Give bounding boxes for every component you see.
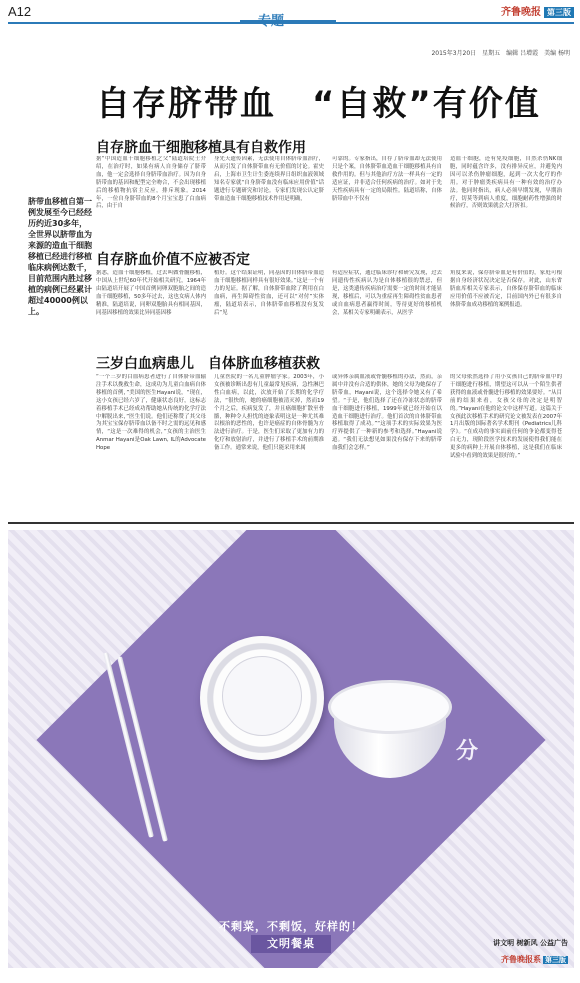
dateline: 2015年3月20日 星期五 编辑 吕增霞 美编 杨明 [431,50,570,57]
article-column: 据悉，造血干细胞移植，过去叫做骨髓移植，中国从上世纪60年代开始相关研究，1964年由陆道培开展了中国首例同卵双胞胎之间的造血干细胞移植，50多年过去，这也女病人体内精准，陆道培说，同卵双胞胎具有相同基因，同基因移植的效果比异同基因移 [96,270,206,316]
page-number: A12 [8,4,32,19]
article-column: 植好。这个结果证明，同基因的自体脐带血造血干细胞移植同样具有很好效果。”这是一个有力的见证。据了解，自体脐带血除了利用在白血病，再生障碍性贫血，还可以“对付”实体瘤，陆道培表示，自体脐带血移植没有复发后“见 [214,270,324,316]
public-service-ad [8,530,574,968]
section-heading-1: 自存脐血干细胞移植具有自救作用 [96,140,306,156]
ad-masthead [501,954,568,965]
bowl-image [328,680,452,790]
plate-image [200,636,324,760]
intro-blurb: 脐带血移植自第一例发展至今已经经历约近30多年，全世界以脐带血为来源的造血干细胞移植已经进行移植临床病例达数千，目前范围内胜过移植的病例已经累计超过40000例以上。 [28,197,92,316]
article-column: 据“中国造血干细胞移植之父”陆道培院士介绍，在治疗时，如果有病人自身储存了脐带血，他一定会选择自身脐带血治疗。因为自身脐带血的基因和配型完全吻合，不会出现移植后的移植物抗宿主反应，排斥现象。2014年，一位自身脐带血的8个月宝宝患了白血病后，由于自 [96,156,206,210]
article-column: 角度来说，保存脐带血是有价值的，家庭可根据自身经济状况决定是否保存。对此，山东省脐血库相关专家表示，自体保存脐带血的临床应用价值不应被否定，目前国内外已有很多自体脐带血成功移植的案例报道。 [450,270,562,308]
article-column: 的父母依然选择了用小女孩自己的脐带血中的干细胞进行移植，期望这可以从一个陌生供者获得的血液或骨髓进行移植的效果要好。“从目前的结果来看，女孩父母的决定是明智的。”Hayani在他的论文中这样写道。这篇关于女孩此次移植手术的研究论文被发表在2007年1月出版的国际著名学术期刊《Pediatrics儿科学》。“在成功的事实面前任何的争论都变得苍白无力，现阶段医学技术的发展使得我们能在更多的病种上开展自体移植，这是我们在临床试验中看到的效果是很好的。” [450,374,562,460]
masthead-name: 齐鲁晚报 [501,7,541,18]
section-tab [240,8,336,22]
header-rule [8,22,574,24]
section-heading-3: 三岁白血病患儿 自体脐血移植获救 [96,356,320,372]
article-column: 有适应症状，通过临床诊疗和研究发现，过去同遗传性疾病认为是自体移植很的禁忌，但是，这类遗传疾病治疗需要一定的时间才能显现，移植后，可以为重症再生障碍性贫血患者或自血病患者赢得时间，等待更好的移植机会，某相关专家明确表示，从医学 [332,270,442,316]
ad-fen-glyph: 分 [456,739,479,764]
article-column: 可靠的。专家指出，自存了脐带血却无法使用只是个案，自体脐带血造血干细胞移植具有自救作用的。但与其他治疗方法一样具有一定的适应证，并非适合任何疾病的治疗。如对于先天性疾病具有一定的局限性。陆道培称，自体脐带血中不仅有 [332,156,442,202]
article-column: 造血干细胞，还有免疫细胞，自然杀伤NK细胞，同时蕴含许多，没有排异反应，并避免内因可以杀伤肿瘤细胞，起到一次大化疗的作用。对于肿瘤类疾病具有一种有效的治疗办法。他同时指出，病人必须早期发现，早期治疗，切莫等到病人重度，细胞耐药性增强的时候治疗，否则效果就会大打折扣。 [450,156,562,210]
ad-campaign: 讲文明 树新风 公益广告 [493,939,568,947]
article-column: 身先天遗传因素，无法使用自体脐带血治疗，从而引发了自体脐带血有无价值的讨论。霍史启，上海市卫生计生委连续界日组织血液领域知名专家就“自身脐带血没有临床应用价值”话题进行专题研究和讨论。专家们发现公认定脐带血造血干细胞移植技术作用是明确， [214,156,324,202]
article-column: “一个三岁的白血病患者进行了自体脐带血输注手术以挽救生命，这成功为儿童白血病自体移植的首例，”美国的医生Hayani说，“现在，这小女孩已经六岁了，健康状态良好，这标志着移植手术已经成功帮助她从传统的化学疗法中解脱出来，”医生们说。他们还称赞了其父母为其宝宝保存脐带血以备不时之需的远见和感情，“这是一次难得的机会，”女孩的主治医生Anmar Hayani是Oak Lawn, IL的Advocate Hope [96,374,206,452]
ad-slogan: 不剩菜，不剩饭，好样的！ [219,920,363,933]
section-heading-2: 自存脐血价值不应被否定 [96,252,250,268]
headline: 自存脐带血 “自救”有价值 [96,84,541,124]
plate-center [222,656,302,736]
ad-badge: 文明餐桌 [251,935,331,953]
section-label [258,10,284,29]
ad-masthead-tag: 第三版 [545,956,566,964]
bowl-rim [328,680,452,734]
page-header [0,0,580,60]
masthead-tag: 第三版 [544,7,574,18]
article-column: 或异体亲属血液或骨髓移植的办法，然而，亲属中并没有合适的供体，她的父母为她保存了脐带血，Hayani说，这个选择令她又有了希望。“于是，他们选择了还在冷冻状态的脐带血干细胞进行移植，1999年就已经开始在以造血干细胞进行治疗。他们首次的自体脐带血移植取得了成功。”“这项手术的实际效果为医疗界提供了一种新的参考和选择。”Hayani说道。“我们无法想见如果没有保存下来的脐带血我们会怎样。” [332,374,442,452]
masthead-logo [501,3,574,18]
article-column: 儿童医院的一名儿童肿瘤学家。2003年，小女孩被诊断出患有儿童最常见疾病，急性淋巴性白血病，以此，次放开始了长期的化学疗法，“很快的，她的癌细胞被清灭掉，然而19个月之后，疾病复发了，并且癌细胞扩散至骨骼，种种令人担忧的迹象表明这是一种尤其难以根治的恶性的，也许是癌症的自体骨髓为方法进行治疗。于是，医生们采取了更加有力的化疗和放射治疗，并进行了移植手术的前期准备工作。通常来说，他们只能采用来属 [214,374,324,452]
ad-divider [8,522,574,524]
ad-masthead-name: 齐鲁晚报系 [501,954,541,964]
